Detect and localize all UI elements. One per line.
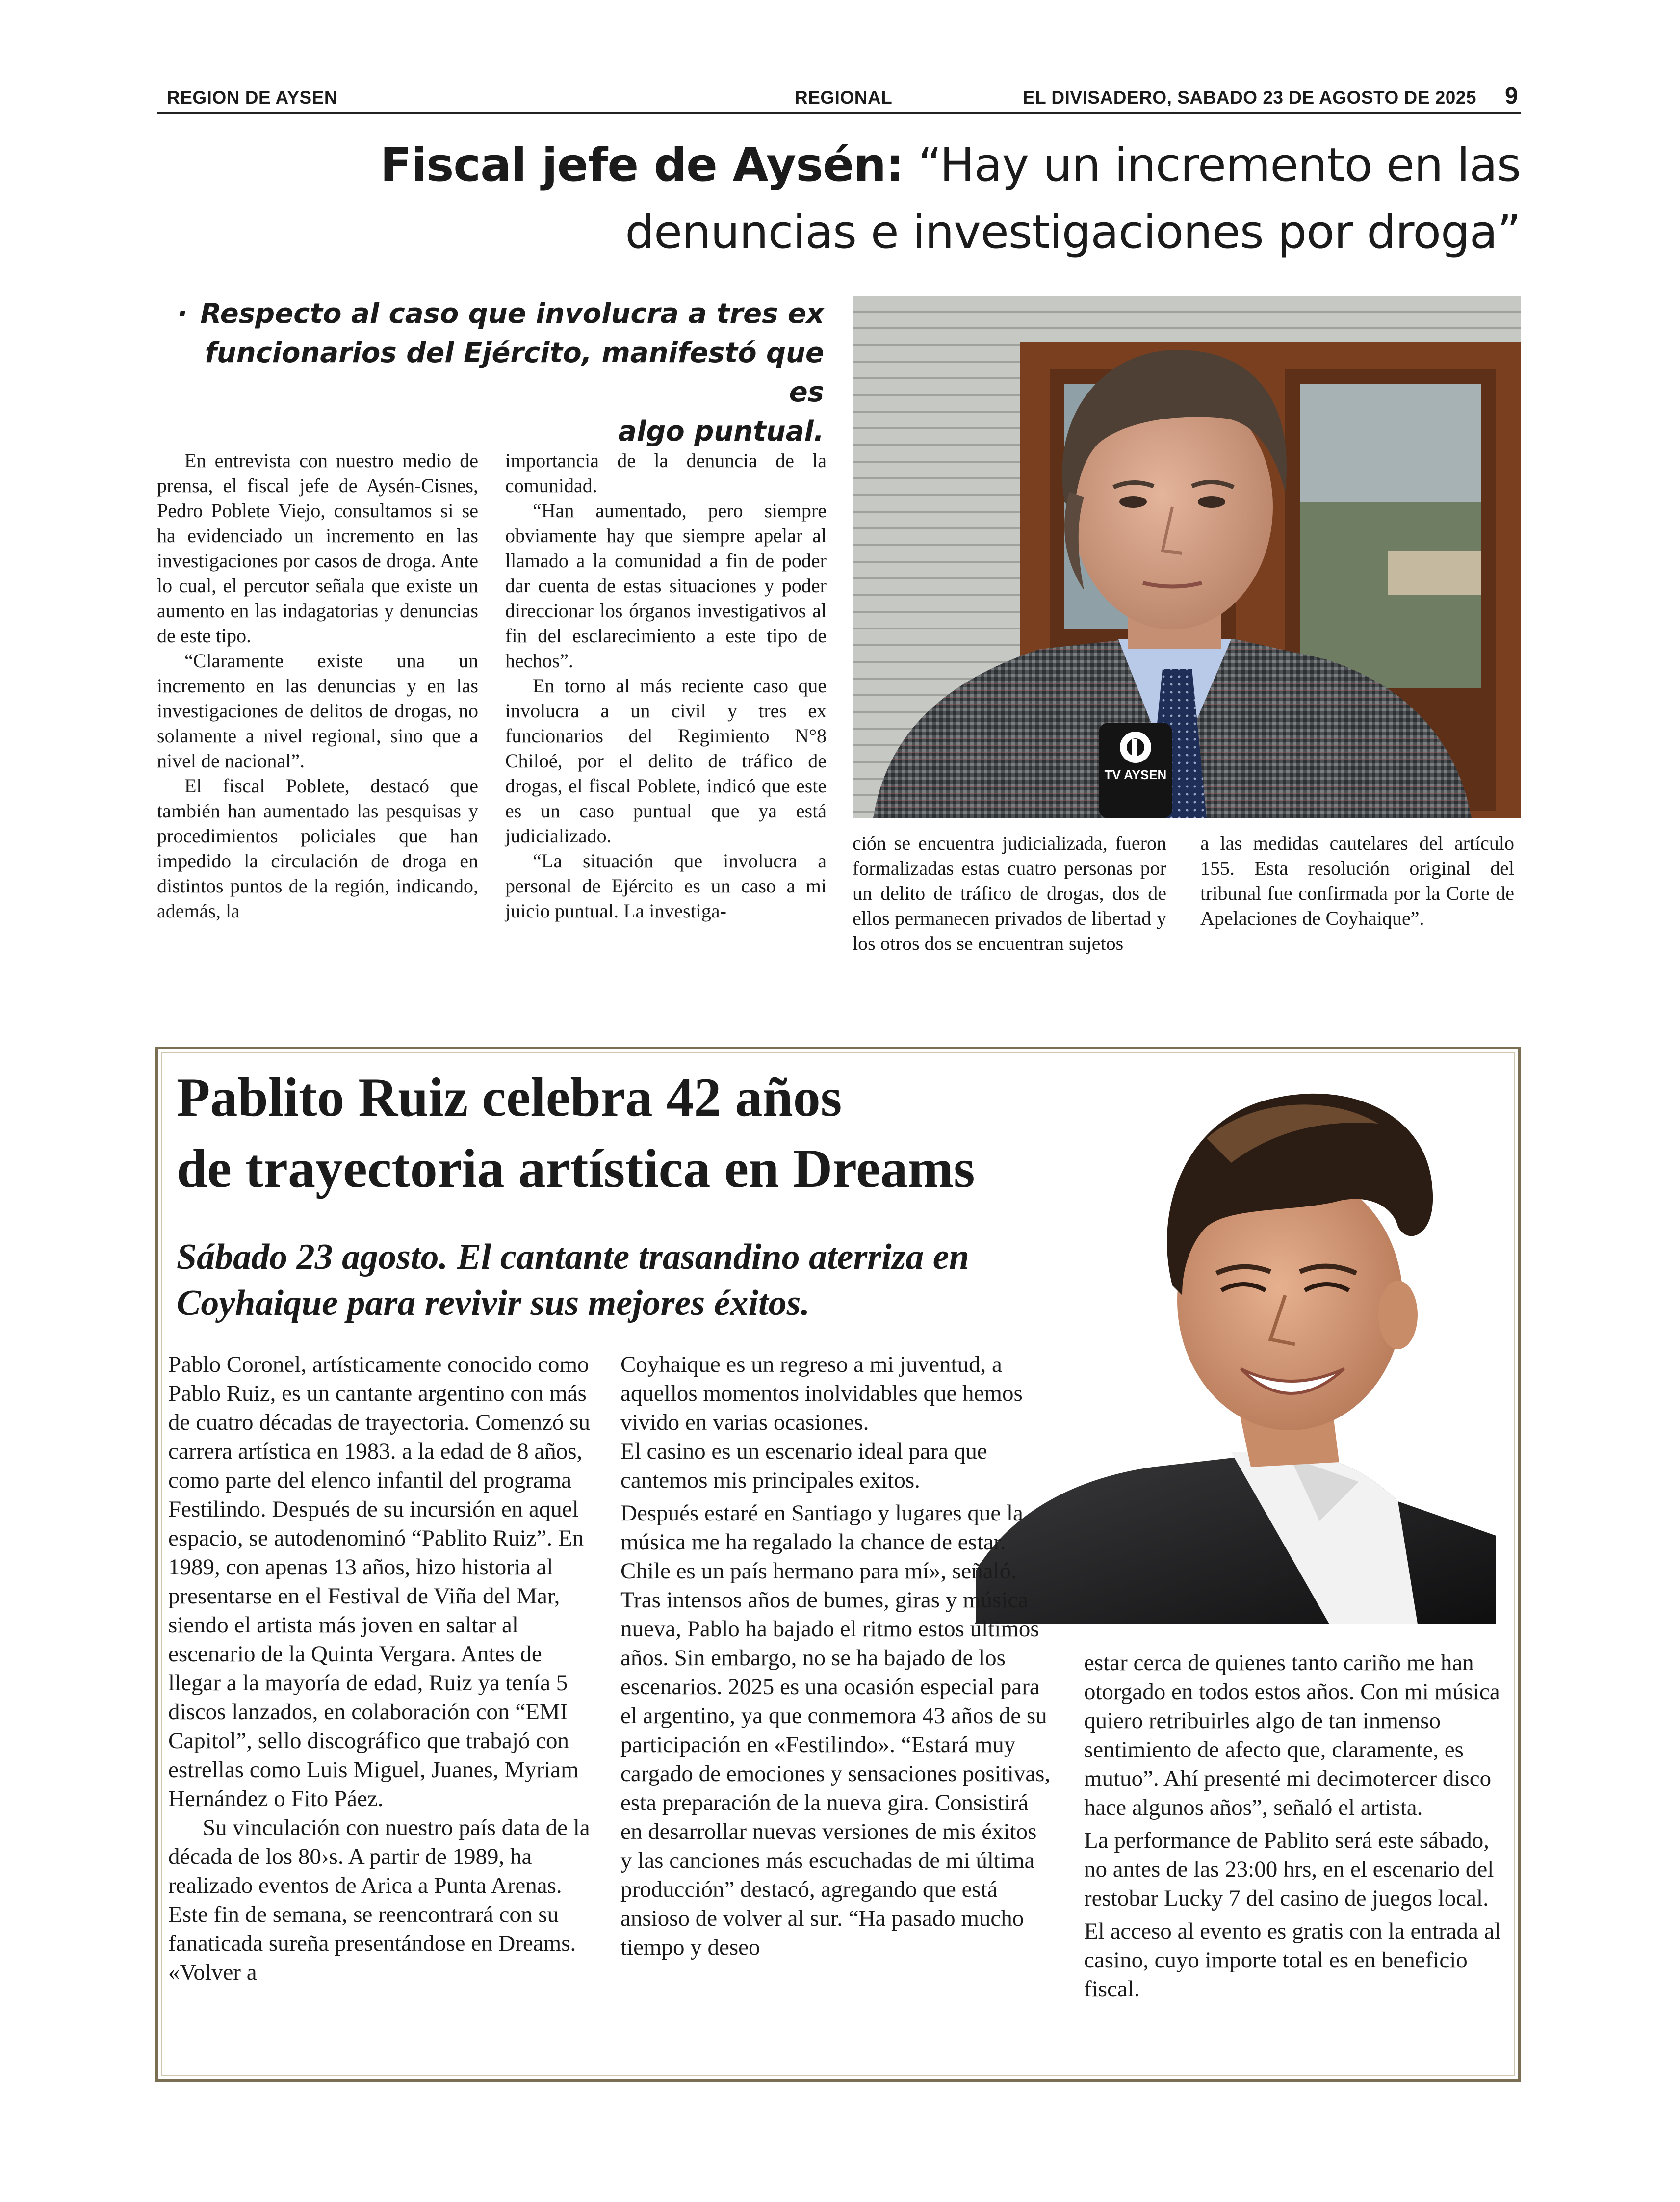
paragraph: “Han aumentado, pero siempre obviamente hay que siempre apelar al llamado a la comunidad a fin de poder dar cuenta de estas situaciones y poder direccionar los órganos investigativos al fin del esclarecimiento a este tipo de hechos”. <box>505 499 827 672</box>
paragraph: ción se encuentra judicializada, fueron formalizadas estas cuatro personas por un delito de tráfico de drogas, dos de ellos permanecen privados de libertad y los otros dos se encuentran sujetos <box>853 832 1166 954</box>
paragraph: “La situación que involucra a personal de Ejército es un caso a mi juicio puntual. La investiga- <box>505 850 827 922</box>
deck-line-2: funcionarios del Ejército, manifestó que es <box>205 337 824 408</box>
paragraph: Tras intensos años de bumes, giras y música nueva, Pablo ha bajado el ritmo estos últimos años. Sin embargo, no se ha bajado de los escenarios. 2025 es una ocasión especial para el argentino, ya que conmemora 43 años de su participación en «Festilindo». “Estará muy cargado de emociones y sensaciones positivas, esta preparación de la nueva gira. Consistirá en desarrollar nuevas versiones de mis éxitos y las canciones más escuchadas de mi última producción” destacó, agregando que está ansioso de volver al sur. “Ha pasado mucho tiempo y deseo <box>620 1587 1051 1960</box>
header-rule <box>157 112 1521 114</box>
deck-bullet: · <box>177 298 188 330</box>
paragraph: El acceso al evento es gratis con la entrada al casino, cuyo importe total es en beneficio fiscal. <box>1084 1918 1501 2002</box>
paragraph: El fiscal Poblete, destacó que también han aumentado las pesquisas y procedimientos policiales que han impedido la circulación de droga en distintos puntos de la región, indicando, además, la <box>157 775 478 922</box>
paragraph: importancia de la denuncia de la comunidad. <box>505 449 827 497</box>
paragraph: Coyhaique es un regreso a mi juventud, a aquellos momentos inolvidables que hemos vivido en varias ocasiones. <box>620 1352 1023 1435</box>
article2-deck <box>177 1234 1109 1326</box>
article1-column-2 <box>505 448 827 923</box>
singer-photo <box>976 1079 1496 1624</box>
page-number: 9 <box>1505 83 1519 109</box>
paragraph: Su vinculación con nuestro país data de la década de los 80›s. A partir de 1989, ha realizado eventos de Arica a Punta Arenas. Este fin de semana, se reencontrará con su fanaticada sureña presentándose en Dreams. «Volver a <box>168 1815 590 1985</box>
section-label: REGION DE AYSEN <box>167 87 338 107</box>
article2-column-2 <box>620 1350 1052 1962</box>
article1-deck <box>162 294 824 451</box>
article2-column-3 <box>1084 1649 1513 2004</box>
article2-column-1 <box>168 1350 600 1987</box>
article1-headline <box>245 131 1521 266</box>
article1-column-4 <box>1200 831 1514 931</box>
section-category: REGIONAL <box>795 87 893 107</box>
headline-line-2: denuncias e investigaciones por droga” <box>625 206 1521 259</box>
paragraph: La performance de Pablito será este sábado, no antes de las 23:00 hrs, en el escenario del restobar Lucky 7 del casino de juegos local. <box>1084 1828 1494 1911</box>
deck-line-1: Sábado 23 agosto. El cantante trasandino aterriza en <box>177 1237 969 1277</box>
publication-date: EL DIVISADERO, SABADO 23 DE AGOSTO DE 2025 <box>1023 87 1477 107</box>
paragraph: “Claramente existe una un incremento en las denuncias y en las investigaciones de delitos de drogas, no solamente a nivel regional, sino que a nivel de nacional”. <box>157 650 478 772</box>
paragraph: estar cerca de quienes tanto cariño me han otorgado en todos estos años. Con mi música quiero retribuirles algo de tan inmenso sentimiento de afecto que, claramente, es mutuo”. Ahí presenté mi decimotercer disco hace algunos años”, señaló el artista. <box>1084 1650 1500 1820</box>
article1-column-3 <box>853 831 1166 956</box>
paragraph: El casino es un escenario ideal para que cantemos mis principales exitos. <box>620 1439 987 1493</box>
title-line-1: Pablito Ruiz celebra 42 años <box>177 1067 842 1128</box>
deck-line-2: Coyhaique para revivir sus mejores éxitos. <box>177 1283 810 1323</box>
paragraph: Pablo Coronel, artísticamente conocido como Pablo Ruiz, es un cantante argentino con más de cuatro décadas de trayectoria. Comenzó su carrera artística en 1983. a la edad de 8 años, como parte del elenco infantil del programa Festilindo. Después de su incursión en aquel espacio, se autodenominó “Pablito Ruiz”. En 1989, con apenas 13 años, hizo historia al presentarse en el Festival de Viña del Mar, siendo el artista más joven en saltar al escenario de la Quinta Vergara. Antes de llegar a la mayoría de edad, Ruiz ya tenía 5 discos lanzados, en colaboración con “EMI Capitol”, sello discográfico que trabajó con estrellas como Luis Miguel, Juanes, Myriam Hernández o Fito Páez. <box>168 1352 590 1811</box>
mic-logo-text: TV AYSEN <box>1104 767 1167 782</box>
deck-line-1 <box>162 294 824 334</box>
deck-text-1: Respecto al caso que involucra a tres ex <box>200 298 824 330</box>
prosecutor-photo <box>853 296 1521 818</box>
headline-rest: “Hay un incremento en las <box>904 138 1521 192</box>
deck-line-3: algo puntual. <box>618 416 824 447</box>
paragraph: En entrevista con nuestro medio de prensa, el fiscal jefe de Aysén-Cisnes, Pedro Poblete Viejo, consultamos si se ha evidenciado un incremento en las investigaciones por casos de droga. Ante lo cual, el percutor señala que existe un aumento en las indagatorias y denuncias de este tipo. <box>157 449 478 647</box>
headline-bold: Fiscal jefe de Aysén: <box>380 138 904 192</box>
prosecutor-illustration <box>853 296 1521 818</box>
singer-illustration <box>976 1079 1496 1624</box>
headline-line-1 <box>245 131 1521 199</box>
paragraph: Después estaré en Santiago y lugares que la música me ha regalado la chance de estar. Chile es un país hermano para mí», señaló. <box>620 1500 1023 1584</box>
paragraph: a las medidas cautelares del artículo 155. Esta resolución original del tribunal fue confirmada por la Corte de Apelaciones de Coyhaique”. <box>1200 832 1514 929</box>
article1-column-1 <box>157 448 478 923</box>
paragraph: En torno al más reciente caso que involucra a un civil y tres ex funcionarios del Regimiento N°8 Chiloé, por el delito de tráfico de drogas, el fiscal Poblete, indicó que este es un caso puntual que ya está judicializado. <box>505 675 827 847</box>
article2-title <box>177 1062 1109 1205</box>
title-line-2: de trayectoria artística en Dreams <box>177 1138 975 1199</box>
